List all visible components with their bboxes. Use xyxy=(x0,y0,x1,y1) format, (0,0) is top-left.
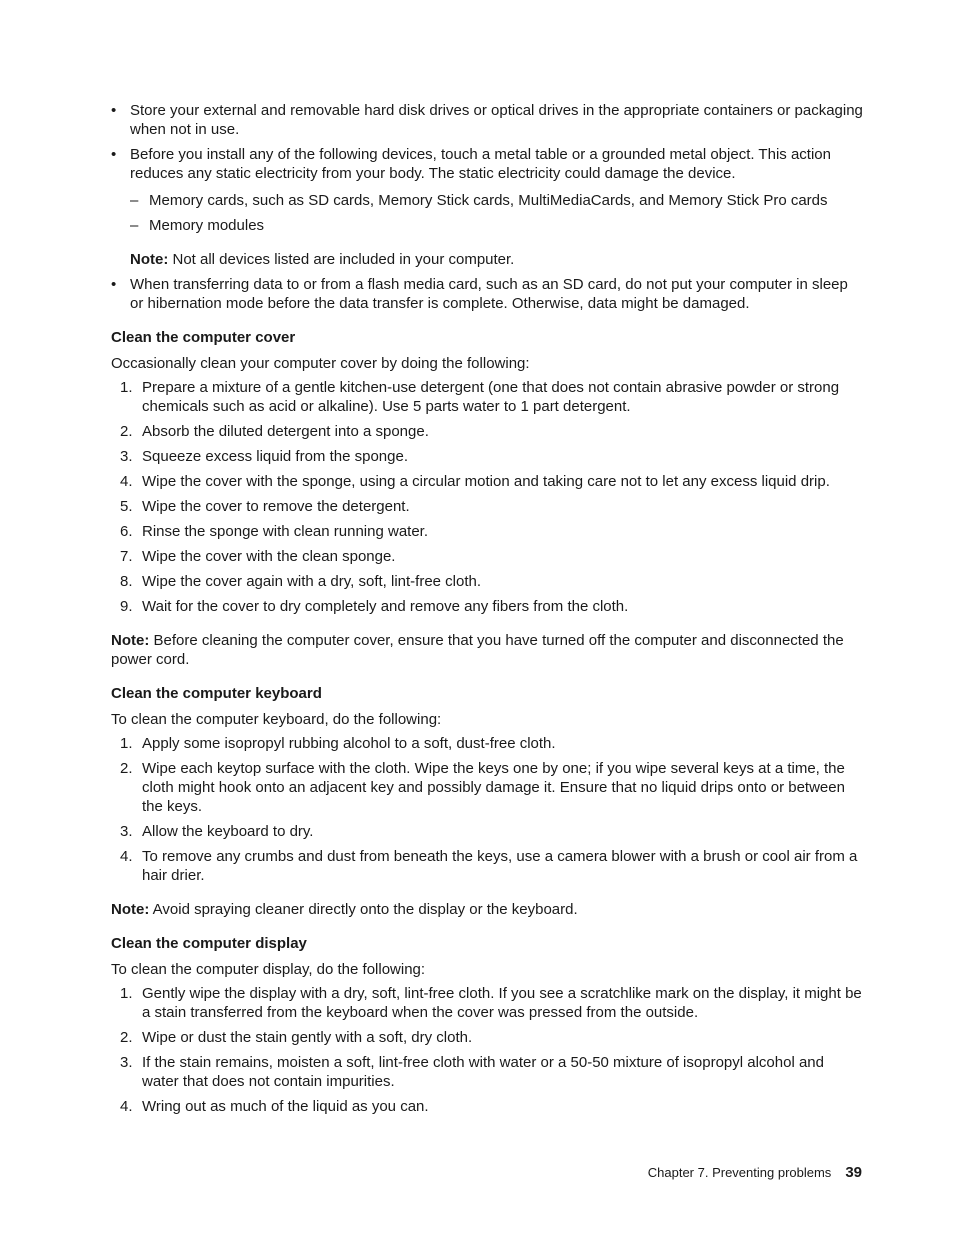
list-item xyxy=(111,101,863,139)
note-text: Before cleaning the computer cover, ensure that you have turned off the computer and disconnected the power cord. xyxy=(111,632,844,668)
step-text: Prepare a mixture of a gentle kitchen-use detergent (one that does not contain abrasive powder or strong chemicals such as acid or alkaline). Use 5 parts water to 1 part detergent. xyxy=(142,379,840,415)
section-intro-cover: Occasionally clean your computer cover by doing the following: xyxy=(111,355,530,372)
step-number: 8. xyxy=(120,573,133,590)
step-item xyxy=(111,572,863,591)
list-item-text: Before you install any of the following devices, touch a metal table or a grounded metal object. This action reduces any static electricity from your body. The static electricity could damage the device. xyxy=(130,146,831,182)
step-item xyxy=(111,1097,863,1116)
step-number: 9. xyxy=(120,598,133,615)
list-item-text: Store your external and removable hard disk drives or optical drives in the appropriate containers or packaging when not in use. xyxy=(130,102,863,138)
bullet-mark: • xyxy=(111,102,117,119)
step-number: 4. xyxy=(120,473,133,490)
display-steps xyxy=(111,984,863,1116)
step-text: Absorb the diluted detergent into a sponge. xyxy=(142,423,429,440)
step-item xyxy=(111,447,863,466)
step-text: Gently wipe the display with a dry, soft, lint-free cloth. If you see a scratchlike mark on the display, it might be a stain transferred from the keyboard when the cover was pressed from the outside. xyxy=(142,985,862,1021)
precautions-list xyxy=(111,101,863,313)
step-item xyxy=(111,378,863,416)
step-text: To remove any crumbs and dust from beneath the keys, use a camera blower with a brush or cool air from a hair drier. xyxy=(142,848,858,884)
bullet-mark: • xyxy=(111,276,117,293)
step-text: Apply some isopropyl rubbing alcohol to a soft, dust-free cloth. xyxy=(142,735,556,752)
sublist-item xyxy=(130,216,863,235)
dash-mark: – xyxy=(130,192,139,209)
cover-steps xyxy=(111,378,863,616)
step-text: Squeeze excess liquid from the sponge. xyxy=(142,448,408,465)
step-number: 2. xyxy=(120,423,133,440)
note-text: Not all devices listed are included in your computer. xyxy=(172,251,515,268)
keyboard-steps xyxy=(111,734,863,885)
list-item-text: When transferring data to or from a flash media card, such as an SD card, do not put your computer in sleep or hibernation mode before the data transfer is complete. Otherwise, data might be damaged. xyxy=(130,276,848,312)
step-number: 3. xyxy=(120,1054,133,1071)
step-text: Wipe each keytop surface with the cloth. Wipe the keys one by one; if you wipe several keys at a time, the cloth might hook onto an adjacent key and possibly damage it. Ensure that no liquid drips onto or between the keys. xyxy=(142,760,845,815)
cover-note xyxy=(111,631,863,669)
step-number: 1. xyxy=(120,379,133,396)
step-text: Wipe the cover with the sponge, using a circular motion and taking care not to let any excess liquid drip. xyxy=(142,473,830,490)
section-intro-display: To clean the computer display, do the following: xyxy=(111,961,426,978)
page-number: 39 xyxy=(845,1164,862,1181)
step-text: Wipe or dust the stain gently with a soft, dry cloth. xyxy=(142,1029,473,1046)
step-item xyxy=(111,547,863,566)
step-item xyxy=(111,472,863,491)
note-label: Note: xyxy=(130,251,169,268)
bullet-mark: • xyxy=(111,146,117,163)
step-item xyxy=(111,422,863,441)
step-text: Wipe the cover again with a dry, soft, lint-free cloth. xyxy=(142,573,482,590)
note-label: Note: xyxy=(111,901,150,918)
step-item xyxy=(111,522,863,541)
page-footer xyxy=(648,1163,862,1182)
document-page xyxy=(111,101,863,1122)
step-item xyxy=(111,847,863,885)
step-number: 5. xyxy=(120,498,133,515)
step-text: Wipe the cover with the clean sponge. xyxy=(142,548,396,565)
step-item xyxy=(111,1053,863,1091)
step-item xyxy=(111,734,863,753)
step-item xyxy=(111,597,863,616)
note-text: Avoid spraying cleaner directly onto the display or the keyboard. xyxy=(152,901,578,918)
section-heading-cover: Clean the computer cover xyxy=(111,329,296,346)
note-label: Note: xyxy=(111,632,150,649)
step-text: Rinse the sponge with clean running water. xyxy=(142,523,429,540)
step-text: Wipe the cover to remove the detergent. xyxy=(142,498,410,515)
step-number: 1. xyxy=(120,735,133,752)
dash-mark: – xyxy=(130,217,139,234)
step-item xyxy=(111,759,863,816)
step-item xyxy=(111,822,863,841)
list-item xyxy=(111,145,863,269)
step-number: 1. xyxy=(120,985,133,1002)
step-number: 3. xyxy=(120,448,133,465)
step-number: 2. xyxy=(120,760,133,777)
step-number: 4. xyxy=(120,848,133,865)
section-intro-keyboard: To clean the computer keyboard, do the following: xyxy=(111,711,442,728)
step-item xyxy=(111,497,863,516)
list-item xyxy=(111,275,863,313)
step-number: 2. xyxy=(120,1029,133,1046)
step-text: If the stain remains, moisten a soft, lint-free cloth with water or a 50-50 mixture of isopropyl alcohol and water that does not contain impurities. xyxy=(142,1054,824,1090)
step-number: 7. xyxy=(120,548,133,565)
step-text: Wait for the cover to dry completely and remove any fibers from the cloth. xyxy=(142,598,629,615)
device-sublist xyxy=(130,191,863,235)
sublist-item-text: Memory cards, such as SD cards, Memory Stick cards, MultiMediaCards, and Memory Stick Pro cards xyxy=(149,192,828,209)
section-heading-keyboard: Clean the computer keyboard xyxy=(111,685,322,702)
devices-note xyxy=(130,250,863,269)
step-item xyxy=(111,984,863,1022)
sublist-item-text: Memory modules xyxy=(149,217,265,234)
step-number: 4. xyxy=(120,1098,133,1115)
chapter-title: Chapter 7. Preventing problems xyxy=(647,1165,832,1180)
step-number: 6. xyxy=(120,523,133,540)
step-text: Allow the keyboard to dry. xyxy=(142,823,314,840)
section-heading-display: Clean the computer display xyxy=(111,935,307,952)
sublist-item xyxy=(130,191,863,210)
step-text: Wring out as much of the liquid as you can. xyxy=(142,1098,429,1115)
keyboard-note xyxy=(111,900,863,919)
step-item xyxy=(111,1028,863,1047)
step-number: 3. xyxy=(120,823,133,840)
